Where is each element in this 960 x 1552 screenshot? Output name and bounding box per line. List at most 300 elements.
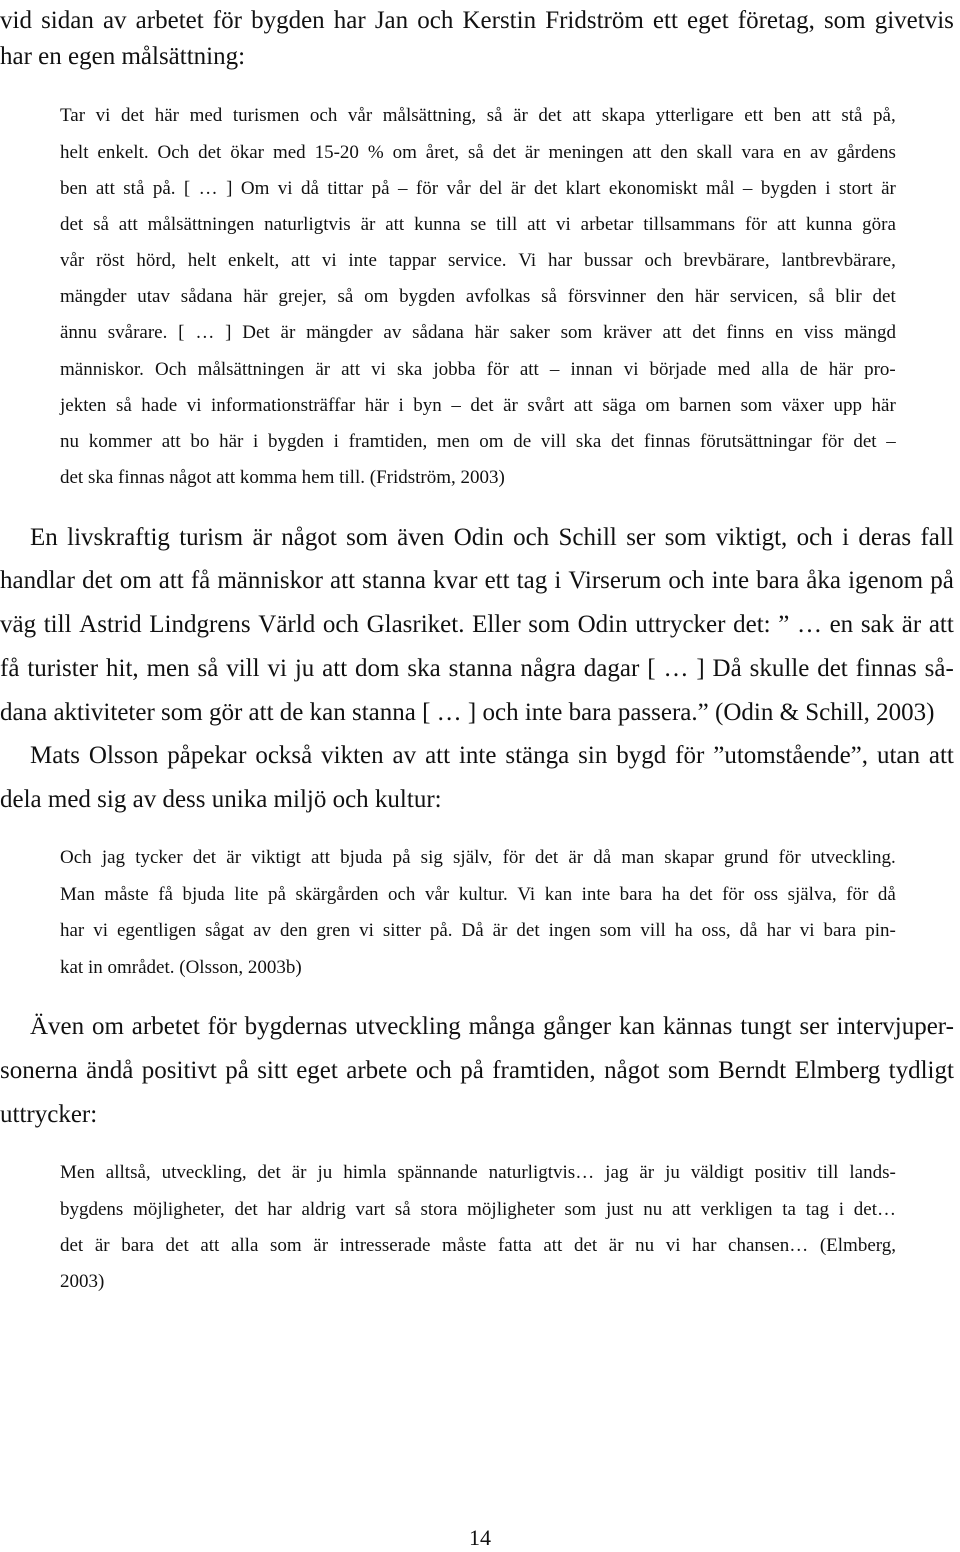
word: ett [484, 567, 510, 594]
word: åka [806, 567, 841, 594]
word: bara [756, 567, 800, 594]
word: om [645, 395, 670, 416]
word: här [364, 395, 389, 416]
word: ser [799, 1013, 829, 1040]
word: att [95, 178, 115, 199]
word: ben [773, 105, 802, 126]
word: meningen [548, 142, 624, 163]
word: Glasriket. [366, 611, 465, 638]
word: att [928, 742, 954, 769]
word: bygdernas [244, 1013, 348, 1040]
word: det [872, 286, 896, 307]
word: tappar [388, 250, 437, 271]
word: är [252, 524, 272, 551]
word: här [219, 431, 244, 452]
word: Även [30, 1013, 85, 1040]
word: man [621, 847, 655, 868]
word: som [599, 920, 632, 941]
word: kunna [805, 214, 853, 235]
word: bygd [616, 742, 667, 769]
word: målsättning, [382, 105, 477, 126]
word: ”utomstående”, [713, 742, 869, 769]
word: här [154, 105, 179, 126]
word: dom [355, 655, 400, 682]
word: eget [687, 7, 729, 34]
word: 15-20 [314, 142, 359, 163]
word: med [717, 359, 751, 380]
word: har [267, 1199, 292, 1220]
word: Odin [453, 524, 504, 551]
word: det [60, 214, 84, 235]
word: vi [277, 178, 293, 199]
word: Astrid [79, 611, 142, 638]
word: av [392, 742, 417, 769]
word: ska [575, 431, 602, 452]
word: så [93, 214, 109, 235]
word: jag [605, 1162, 629, 1183]
word: möjligheter [467, 1199, 555, 1220]
word: till [817, 1162, 839, 1183]
word: för [821, 431, 844, 452]
word: upp [833, 395, 863, 416]
word: om [479, 431, 504, 452]
word: (Elmberg, [819, 1235, 896, 1256]
word: är [524, 142, 540, 163]
word: Eller [472, 611, 521, 638]
word: är [492, 920, 508, 941]
word: hade [141, 395, 178, 416]
body-line [0, 1011, 954, 1043]
word: vid [0, 7, 32, 34]
word: [ [178, 322, 185, 343]
body-line [0, 609, 954, 641]
word: då [877, 884, 896, 905]
word: helt [187, 250, 217, 271]
word: Värld [258, 611, 316, 638]
word: % [367, 142, 384, 163]
word: sådana [180, 286, 233, 307]
word: kommer [88, 431, 153, 452]
word: Schill [558, 524, 617, 551]
word: ser [626, 524, 656, 551]
word: ” [778, 611, 790, 638]
word: som [270, 1235, 302, 1256]
word: det [534, 847, 559, 868]
word: på [392, 847, 411, 868]
word: bygdens [60, 1199, 124, 1220]
word: om [92, 1013, 124, 1040]
word: på [268, 884, 286, 905]
word: att [341, 359, 361, 380]
word: tag [805, 1199, 829, 1220]
word: vi [93, 920, 109, 941]
word: det [689, 884, 713, 905]
word: uttrycker [635, 611, 726, 638]
word: ben [60, 178, 88, 199]
quote-line [60, 140, 896, 166]
quote-line [60, 882, 896, 908]
word: att [200, 1235, 220, 1256]
word: enkelt. [97, 142, 149, 163]
word: vi [321, 250, 337, 271]
word: och [309, 105, 338, 126]
word: bjuda [340, 847, 383, 868]
word: att [632, 142, 652, 163]
quote-line [60, 357, 896, 383]
word: brevbärare, [683, 250, 770, 271]
word: möjligheter, [133, 1199, 225, 1220]
word: människor [217, 567, 323, 594]
word: det [538, 105, 562, 126]
quote-line: 2003) [60, 1271, 105, 1292]
body-line [0, 565, 954, 597]
word: de [799, 359, 818, 380]
word: ännu [60, 322, 97, 343]
word: tag [516, 567, 548, 594]
word: viss [803, 322, 834, 343]
word: är [568, 847, 584, 868]
word: jobba [433, 359, 476, 380]
word: då [739, 920, 758, 941]
quote-line [60, 845, 896, 871]
word: – [549, 359, 560, 380]
word: vår [60, 250, 85, 271]
word: för [212, 7, 242, 34]
word: målsättningen [147, 214, 255, 235]
word: … [198, 178, 218, 199]
word: se [470, 214, 487, 235]
word: skall [696, 142, 733, 163]
word: så [337, 286, 354, 307]
word: En [30, 524, 58, 551]
quote-line [60, 1233, 896, 1259]
word: gren [316, 920, 351, 941]
word: bygden [251, 7, 325, 34]
word: ju [294, 655, 315, 682]
word: att [330, 567, 355, 594]
word: Kerstin [462, 7, 537, 34]
word: för [675, 742, 705, 769]
word: sitter [382, 920, 421, 941]
word: lands- [849, 1162, 896, 1183]
word: Olsson [88, 742, 159, 769]
word: enkelt, [228, 250, 280, 271]
word: ju [317, 1162, 333, 1183]
word: att [161, 431, 181, 452]
word: i [333, 431, 339, 452]
word: positiv [754, 1162, 807, 1183]
word: [ [647, 655, 656, 682]
word: nu [635, 1235, 655, 1256]
word: växer [781, 395, 825, 416]
word: lantbrevbärare, [781, 250, 896, 271]
word: att [425, 742, 451, 769]
word: att [527, 214, 547, 235]
word: gårdens [836, 142, 896, 163]
body-line: uttrycker: [0, 1101, 98, 1128]
word: kan [544, 884, 573, 905]
word: turister [27, 655, 99, 682]
word: deras [858, 524, 912, 551]
body-line: har en egen målsättning: [0, 43, 246, 70]
word: är [510, 178, 526, 199]
word: handlar [0, 567, 75, 594]
word: för [846, 884, 869, 905]
word: Odin [577, 611, 628, 638]
word: det [192, 847, 217, 868]
word: ekonomiskt [608, 178, 698, 199]
word: är [313, 1235, 329, 1256]
word: finnas [855, 655, 917, 682]
word: Elmberg [794, 1057, 881, 1084]
word: men [436, 431, 470, 452]
word: stanna [362, 567, 426, 594]
word: kräver [603, 322, 652, 343]
word: stort [838, 178, 873, 199]
word: finns [726, 322, 765, 343]
word: avfolkas [465, 286, 531, 307]
word: den [656, 286, 685, 307]
word: så [197, 655, 219, 682]
word: i [253, 431, 259, 452]
word: ska [407, 655, 441, 682]
word: livskraftig [67, 524, 170, 551]
word: så [486, 105, 503, 126]
word: Virserum [568, 567, 662, 594]
word: som [346, 524, 388, 551]
word: och [513, 524, 550, 551]
word: ] [225, 322, 232, 343]
word: är [315, 359, 331, 380]
word: som [823, 7, 866, 34]
word: som [668, 1057, 710, 1084]
word: skapar [664, 847, 714, 868]
word: innan [570, 359, 613, 380]
word: väldigt [690, 1162, 744, 1183]
word: att [928, 611, 954, 638]
word: av [809, 142, 828, 163]
word: vi [267, 655, 287, 682]
word: vi [799, 920, 815, 941]
word: en [783, 142, 802, 163]
word: Man [60, 884, 95, 905]
word: det [470, 395, 494, 416]
word: just [605, 1199, 634, 1220]
word: själva, [787, 884, 837, 905]
word: sig [420, 847, 443, 868]
word: bo [190, 431, 210, 452]
word: – [886, 431, 896, 452]
word: utveckling, [161, 1162, 247, 1183]
word: vi [555, 214, 571, 235]
word: med [189, 105, 223, 126]
word: få [158, 884, 173, 905]
word: – [742, 178, 753, 199]
word: det [257, 1162, 281, 1183]
word: som [564, 1199, 597, 1220]
word: … [195, 322, 215, 343]
page-number: 14 [469, 1525, 491, 1550]
word: vi [186, 395, 202, 416]
word: helt [60, 142, 89, 163]
word: att [311, 847, 330, 868]
word: finnas [643, 431, 691, 452]
word: för [744, 214, 768, 235]
word: sonerna [0, 1057, 78, 1084]
body-line: dela med sig av dess unika miljö och kultur: [0, 786, 442, 813]
word: inte [458, 742, 497, 769]
word: är [94, 1235, 110, 1256]
word: stå [841, 105, 863, 126]
word: pro- [864, 359, 896, 380]
word: vi [95, 105, 111, 126]
quote-line [60, 320, 896, 346]
word: till [496, 214, 518, 235]
word: vill [540, 431, 567, 452]
word: det [492, 142, 516, 163]
word: och [322, 611, 359, 638]
word: är [901, 611, 922, 638]
word: fatta [497, 1235, 532, 1256]
word: inte [581, 884, 611, 905]
word: turismen [232, 105, 300, 126]
quote-line: kat in området. (Olsson, 2003b) [60, 957, 302, 978]
word: nu [643, 1199, 663, 1220]
word: chansen… [728, 1235, 809, 1256]
word: har [60, 920, 85, 941]
word: få [0, 655, 20, 682]
word: bussar [584, 250, 633, 271]
word: att [662, 322, 682, 343]
word: ändå [86, 1057, 134, 1084]
word: tungt [740, 1013, 792, 1040]
word: för [722, 884, 745, 905]
word: vår [424, 884, 450, 905]
word: har [333, 7, 366, 34]
word: den [280, 920, 308, 941]
word: tittar [327, 178, 364, 199]
word: Då [712, 655, 742, 682]
word: informationsträffar [210, 395, 356, 416]
word: här [871, 395, 896, 416]
word: människor. [60, 359, 144, 380]
word: svårare. [107, 322, 168, 343]
word: bara [823, 920, 857, 941]
quote-line [60, 393, 896, 419]
quote-line [60, 248, 896, 274]
word: naturligtvis… [488, 1162, 595, 1183]
word: kännas [662, 1013, 733, 1040]
word: på [930, 567, 954, 594]
word: servicen, [729, 286, 798, 307]
word: givetvis [874, 7, 954, 34]
word: försvinner [567, 286, 646, 307]
word: egentligen [116, 920, 197, 941]
word: en [775, 322, 794, 343]
word: naturligtvis [264, 214, 351, 235]
word: här [243, 286, 268, 307]
word: det [60, 1235, 84, 1256]
word: här [828, 359, 854, 380]
word: att [385, 214, 405, 235]
word: eget [296, 1057, 338, 1084]
word: sin [578, 742, 608, 769]
word: även [397, 524, 445, 551]
word: mängder [60, 286, 127, 307]
word: då [300, 178, 319, 199]
word: året, [425, 142, 460, 163]
word: spännande [397, 1162, 478, 1183]
word: är [226, 847, 242, 868]
word: av [102, 7, 127, 34]
word: ingen [548, 920, 591, 941]
word: vart [355, 1199, 386, 1220]
word: oss, [701, 920, 731, 941]
word: turism [179, 524, 244, 551]
word: bygden [399, 286, 456, 307]
word: är [503, 395, 518, 416]
word: några [520, 655, 576, 682]
word: här [694, 286, 720, 307]
word: Jan [374, 7, 409, 34]
word: på [371, 178, 390, 199]
word: för [207, 1013, 237, 1040]
word: Men [60, 1162, 95, 1183]
word: började [649, 359, 707, 380]
word: Berndt [718, 1057, 787, 1084]
word: röst [96, 250, 125, 271]
body-line: dana aktiviteter som gör att de kan stanna [ … ] och inte bara passera.” (Odin & Schill, 2003) [0, 699, 935, 726]
word: på. [152, 178, 176, 199]
word: alla [761, 359, 789, 380]
word: kvar [433, 567, 478, 594]
word: alltså, [105, 1162, 151, 1183]
quote-line [60, 284, 896, 310]
word: … [796, 611, 822, 638]
word: som [560, 322, 593, 343]
word: har [692, 1235, 717, 1256]
word: sidan [41, 7, 94, 34]
word: oss [753, 884, 779, 905]
word: målsättningen [197, 359, 305, 380]
word: vår [446, 178, 471, 199]
word: att [291, 250, 311, 271]
word: viktigt, [715, 524, 788, 551]
word: med [272, 142, 306, 163]
word: ska [397, 359, 423, 380]
word: på [225, 1057, 249, 1084]
word: nu [60, 431, 79, 452]
quote-line [60, 103, 896, 129]
quote-line [60, 429, 896, 455]
word: det [573, 1235, 598, 1256]
word: jag [101, 847, 126, 868]
word: det [198, 142, 222, 163]
word: ta [782, 1199, 796, 1220]
word: vikten [321, 742, 384, 769]
word: tillsammans [643, 214, 736, 235]
word: Mats [30, 742, 80, 769]
word: och [796, 524, 833, 551]
word: byn [413, 395, 442, 416]
word: för [415, 178, 439, 199]
word: på, [873, 105, 896, 126]
word: och [415, 1057, 452, 1084]
word: i [825, 178, 831, 199]
word: – [398, 178, 408, 199]
word: arbetar [580, 214, 634, 235]
word: barnen [679, 395, 732, 416]
